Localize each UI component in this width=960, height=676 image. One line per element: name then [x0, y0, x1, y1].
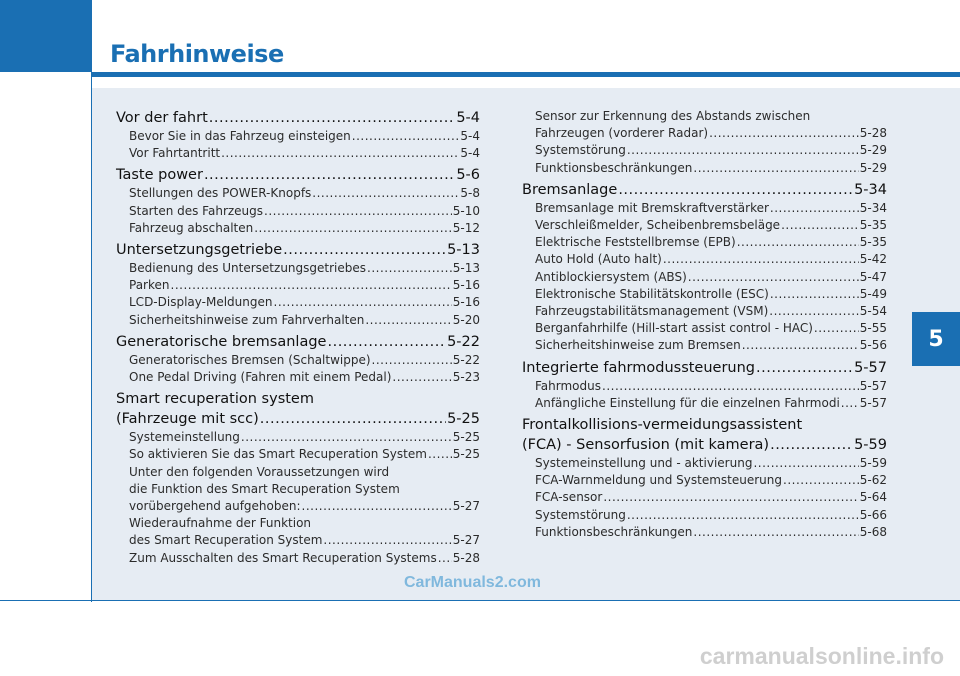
page-number: 5-56 [859, 338, 887, 353]
dot-leader [693, 524, 858, 541]
toc-entry-continued[interactable]: die Funktion des Smart Recuperation System [129, 481, 400, 496]
entry-title: Parken [129, 278, 170, 293]
page-number: 5-62 [859, 473, 887, 488]
entry-title: Fahrzeug abschalten [129, 220, 254, 235]
entry-title: Bremsanlage mit Bremskraftverstärker [535, 200, 769, 215]
dot-leader [783, 472, 859, 489]
page-number: 5-13 [452, 261, 480, 276]
toc-right-column [522, 108, 887, 541]
page-number: 5-25 [452, 447, 480, 462]
dot-leader [603, 489, 858, 506]
footer-rule [0, 600, 960, 601]
entry-title: So aktivieren Sie das Smart Recuperation System [129, 447, 427, 462]
toc-entry[interactable] [522, 269, 887, 286]
page-number: 5-59 [854, 437, 887, 454]
section-title-line2 [116, 409, 480, 429]
toc-section-heading[interactable] [522, 358, 887, 378]
dot-leader [312, 185, 459, 202]
page-number: 5-8 [460, 186, 480, 201]
toc-entry[interactable] [116, 185, 480, 202]
page-number: 5-4 [460, 146, 480, 161]
dot-leader [756, 358, 853, 378]
section-title: Bremsanlage [522, 181, 618, 198]
toc-entry[interactable] [116, 369, 480, 386]
entry-title: Bevor Sie in das Fahrzeug einsteigen [129, 129, 351, 143]
dot-leader [781, 217, 859, 234]
dot-leader [352, 128, 460, 145]
entry-title: Fahrzeugen (vorderer Radar) [535, 126, 709, 141]
page-number: 5-20 [452, 312, 480, 327]
dot-leader [438, 550, 452, 567]
page-number: 5-29 [859, 143, 887, 158]
page-number: 5-47 [859, 269, 887, 284]
toc-entry[interactable] [116, 532, 480, 549]
entry-title: Funktionsbeschränkungen [535, 160, 693, 175]
entry-title: Antiblockiersystem (ABS) [535, 269, 687, 284]
entry-title: FCA-Warnmeldung und Systemsteuerung [535, 473, 782, 488]
page-number: 5-28 [452, 550, 480, 565]
page-number: 5-57 [859, 395, 887, 410]
toc-entry[interactable] [116, 145, 480, 162]
page-number: 5-12 [452, 220, 480, 235]
entry-title: Systemstörung [535, 507, 626, 522]
toc-entry[interactable] [522, 524, 887, 541]
page-number: 5-68 [859, 524, 887, 539]
dot-leader [204, 165, 455, 185]
page-number: 5-49 [859, 286, 887, 301]
toc-entry[interactable] [116, 203, 480, 220]
toc-entry[interactable] [522, 142, 887, 159]
header-rule [92, 72, 960, 77]
toc-entry[interactable] [522, 395, 887, 412]
toc-entry[interactable] [522, 320, 887, 337]
page-number: 5-64 [859, 490, 887, 505]
toc-entry[interactable] [116, 429, 480, 446]
toc-section-heading[interactable] [522, 180, 887, 200]
entry-title: FCA-sensor [535, 490, 603, 505]
page-number: 5-42 [859, 252, 887, 267]
page-number: 5-34 [859, 200, 887, 215]
watermark-carmanuals2: CarManuals2.com [404, 574, 541, 591]
toc-entry[interactable] [116, 498, 480, 515]
toc-entry[interactable] [522, 286, 887, 303]
entry-title: Verschleißmelder, Scheibenbremsbeläge [535, 218, 781, 233]
toc-entry[interactable] [116, 550, 480, 567]
entry-title: Sicherheitshinweise zum Fahrverhalten [129, 312, 365, 327]
dot-leader [770, 286, 859, 303]
dot-leader [283, 240, 446, 260]
section-title: Untersetzungsgetriebe [116, 242, 283, 259]
dot-leader [663, 251, 859, 268]
toc-section-heading[interactable] [522, 415, 887, 455]
dot-leader [693, 160, 858, 177]
dot-leader [254, 220, 452, 237]
page-number: 5-25 [452, 430, 480, 445]
dot-leader [770, 200, 859, 217]
toc-section-heading[interactable] [116, 389, 480, 429]
dot-leader [372, 352, 452, 369]
page-number: 5-57 [854, 359, 887, 376]
page-number: 5-16 [452, 278, 480, 293]
toc-entry[interactable] [116, 220, 480, 237]
page-number: 5-66 [859, 507, 887, 522]
dot-leader [264, 203, 452, 220]
section-title: Taste power [116, 167, 203, 184]
page-number: 5-35 [859, 218, 887, 233]
toc-entry[interactable] [116, 352, 480, 369]
dot-leader [737, 234, 859, 251]
toc-entry[interactable] [522, 125, 887, 142]
toc-section-heading[interactable] [116, 108, 480, 128]
toc-entry[interactable] [522, 217, 887, 234]
dot-leader [171, 277, 452, 294]
dot-leader [221, 145, 459, 162]
page-number: 5-25 [447, 411, 480, 428]
entry-title: One Pedal Driving (Fahren mit einem Pedal) [129, 370, 392, 385]
toc-entry[interactable] [522, 378, 887, 395]
dot-leader [241, 429, 452, 446]
dot-leader [327, 332, 446, 352]
corner-color-block [0, 0, 92, 72]
entry-title: Auto Hold (Auto halt) [535, 252, 662, 267]
entry-title: vorübergehend aufgehoben: [129, 499, 301, 514]
dot-leader [209, 108, 456, 128]
dot-leader [392, 369, 451, 386]
page-number: 5-57 [859, 378, 887, 393]
toc-entry[interactable] [522, 303, 887, 320]
toc-entry[interactable] [116, 128, 480, 145]
dot-leader [769, 303, 858, 320]
dot-leader [428, 446, 452, 463]
toc-entry[interactable] [116, 312, 480, 329]
page-number: 5-6 [456, 167, 480, 184]
entry-title: Anfängliche Einstellung für die einzelnen Fahrmodi [535, 395, 840, 410]
entry-title: Starten des Fahrzeugs [129, 203, 264, 218]
page-number: 5-55 [859, 321, 887, 336]
dot-leader [814, 320, 859, 337]
page-number: 5-13 [447, 242, 480, 259]
dot-leader [274, 294, 452, 311]
chapter-title: Fahrhinweise [110, 40, 284, 68]
section-title: Vor der fahrt [116, 110, 208, 126]
entry-title: Systemeinstellung [129, 430, 240, 445]
dot-leader [709, 125, 859, 142]
entry-title: Bedienung des Untersetzungsgetriebes [129, 261, 366, 276]
entry-title: Generatorisches Bremsen (Schaltwippe) [129, 352, 371, 367]
page-number: 5-4 [456, 110, 480, 126]
entry-title: Fahrzeugstabilitätsmanagement (VSM) [535, 304, 769, 319]
toc-entry[interactable] [522, 489, 887, 506]
entry-title: Zum Ausschalten des Smart Recuperation Systems [129, 550, 437, 565]
toc-entry[interactable] [522, 200, 887, 217]
section-title: (FCA) - Sensorfusion (mit kamera) [522, 437, 770, 454]
toc-left-column [116, 108, 480, 567]
entry-title: des Smart Recuperation System [129, 533, 323, 548]
section-title: Integrierte fahrmodussteuerung [522, 359, 756, 376]
section-title-line1: Frontalkollisions-vermeidungsassistent [522, 417, 803, 434]
entry-title: Systemstörung [535, 143, 626, 158]
entry-title: Systemeinstellung und - aktivierung [535, 456, 753, 471]
entry-title: Sicherheitshinweise zum Bremsen [535, 338, 741, 353]
watermark-carmanualsonline: carmanualsonline.info [699, 643, 944, 669]
toc-section-heading[interactable] [116, 332, 480, 352]
toc-entry[interactable] [116, 277, 480, 294]
dot-leader [627, 142, 859, 159]
toc-entry[interactable] [522, 472, 887, 489]
toc-entry-continued[interactable]: Wiederaufnahme der Funktion [129, 516, 312, 531]
entry-title: Funktionsbeschränkungen [535, 524, 693, 539]
toc-entry[interactable] [116, 446, 480, 463]
toc-entry[interactable] [522, 507, 887, 524]
dot-leader [742, 337, 859, 354]
page-number: 5-59 [859, 456, 887, 471]
dot-leader [841, 395, 859, 412]
dot-leader [260, 409, 446, 429]
toc-entry[interactable] [522, 337, 887, 354]
toc-entry[interactable] [116, 294, 480, 311]
page-number: 5-29 [859, 160, 887, 175]
toc-entry[interactable] [522, 160, 887, 177]
dot-leader [323, 532, 451, 549]
entry-title: Berganfahrhilfe (Hill-start assist control - HAC) [535, 321, 813, 336]
entry-title: Vor Fahrtantritt [129, 146, 221, 161]
chapter-tab[interactable]: 5 [912, 312, 960, 366]
page-number: 5-27 [452, 499, 480, 514]
entry-title: Stellungen des POWER-Knopfs [129, 186, 312, 201]
section-title-line1: Smart recuperation system [116, 391, 314, 408]
page-number: 5-28 [859, 126, 887, 141]
dot-leader [365, 312, 451, 329]
page-number: 5-10 [452, 203, 480, 218]
section-title-line2 [522, 435, 887, 455]
entry-title: Fahrmodus [535, 378, 601, 393]
entry-title: LCD-Display-Meldungen [129, 295, 273, 310]
page-number: 5-23 [452, 370, 480, 385]
page-number: 5-35 [859, 235, 887, 250]
dot-leader [302, 498, 452, 515]
toc-entry[interactable] [522, 455, 887, 472]
toc-section-heading[interactable] [116, 165, 480, 185]
left-margin-rule [91, 72, 92, 602]
page-number: 5-34 [854, 181, 887, 198]
dot-leader [627, 507, 859, 524]
page-number: 5-54 [859, 304, 887, 319]
page-number: 5-27 [452, 533, 480, 548]
section-title: (Fahrzeuge mit scc) [116, 411, 259, 428]
page-number: 5-16 [452, 295, 480, 310]
page-number: 5-4 [460, 129, 480, 143]
page-number: 5-22 [447, 333, 480, 350]
toc-entry-continued[interactable]: Sensor zur Erkennung des Abstands zwischen [535, 109, 811, 123]
toc-entry[interactable] [522, 234, 887, 251]
entry-title: Elektrische Feststellbremse (EPB) [535, 235, 736, 250]
toc-section-heading[interactable] [116, 240, 480, 260]
entry-title: Elektronische Stabilitätskontrolle (ESC) [535, 286, 769, 301]
dot-leader [602, 378, 859, 395]
dot-leader [770, 435, 853, 455]
dot-leader [688, 269, 859, 286]
dot-leader [618, 180, 853, 200]
toc-entry[interactable] [116, 260, 480, 277]
toc-entry-continued[interactable]: Unter den folgenden Voraussetzungen wird [129, 464, 390, 479]
page-number: 5-22 [452, 352, 480, 367]
dot-leader [753, 455, 858, 472]
toc-entry[interactable] [522, 251, 887, 268]
section-title: Generatorische bremsanlage [116, 333, 327, 350]
dot-leader [367, 260, 452, 277]
